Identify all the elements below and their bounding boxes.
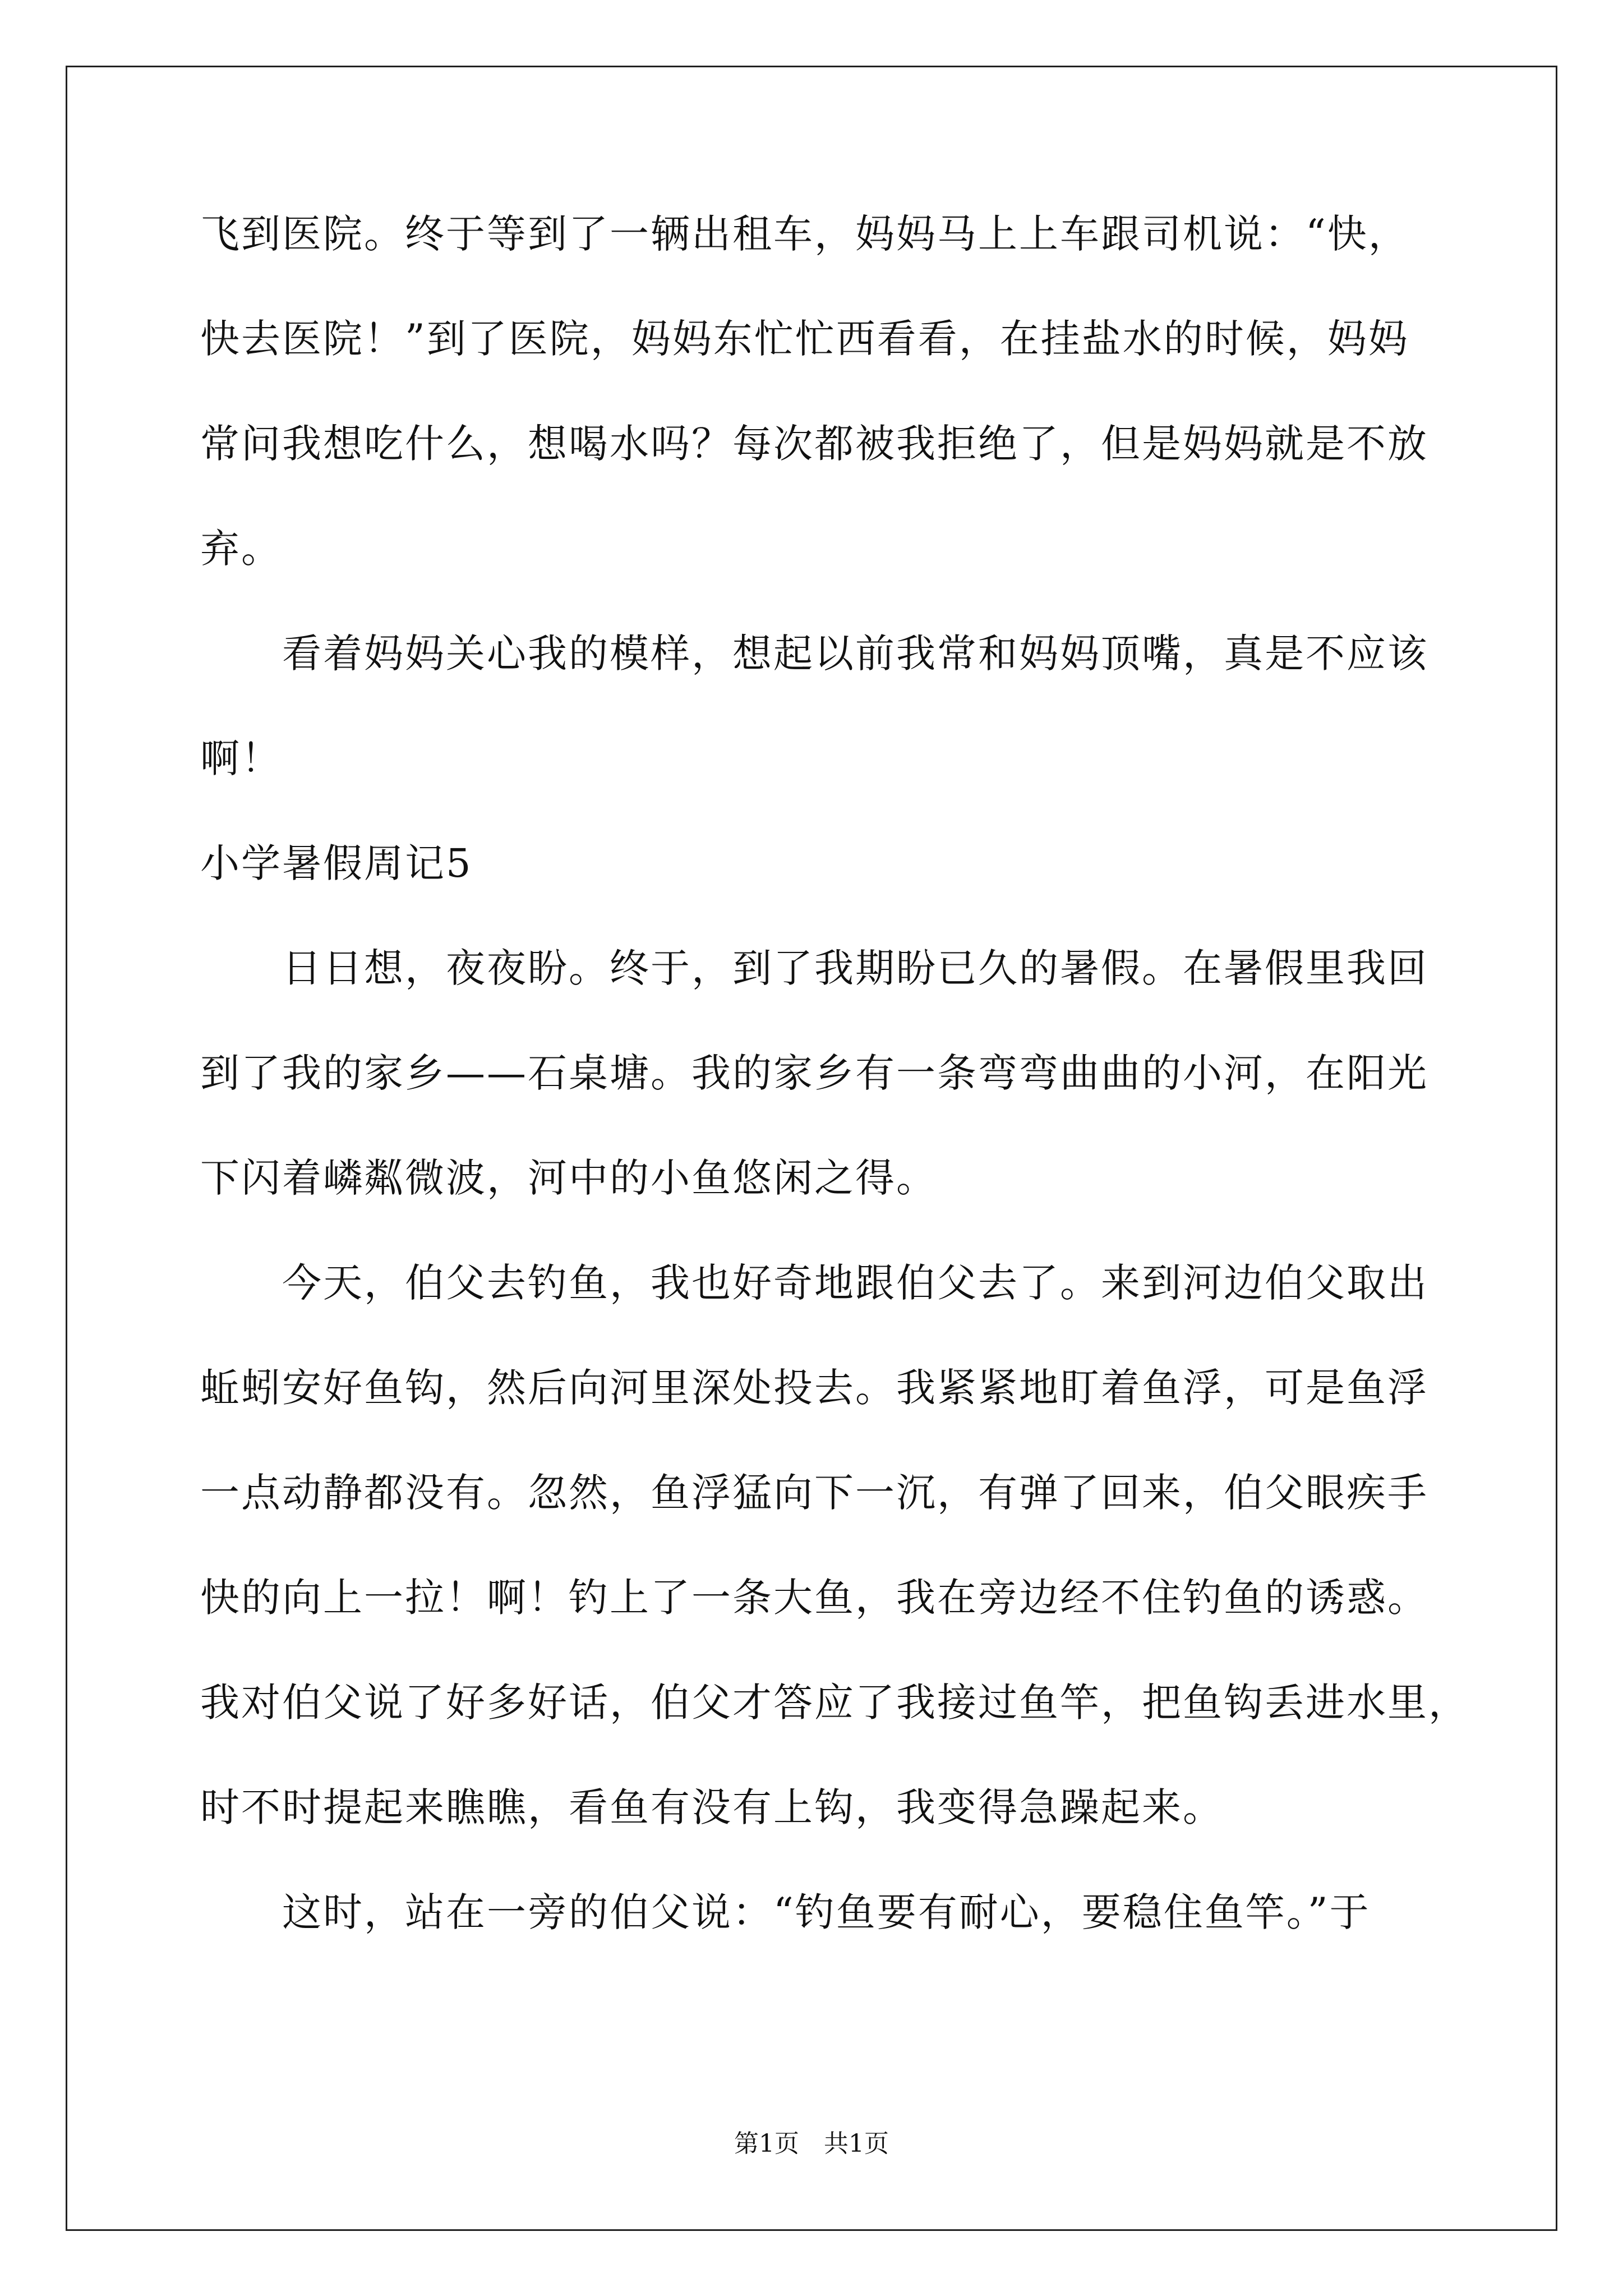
document-body: [200, 211, 1469, 1998]
section-heading: 小学暑假周记5: [200, 840, 473, 886]
text-line: 蚯蚓安好鱼钩，然后向河里深处投去。我紧紧地盯着鱼浮，可是鱼浮: [200, 1365, 1428, 1411]
text-line: 快去医院！”到了医院，妈妈东忙忙西看看，在挂盐水的时候，妈妈: [200, 316, 1409, 362]
page-footer: 第1页 共1页: [734, 2129, 889, 2158]
text-line: 弃。: [200, 526, 282, 572]
text-line: 今天，伯父去钓鱼，我也好奇地跟伯父去了。来到河边伯父取出: [200, 1260, 1428, 1306]
text-line: 一点动静都没有。忽然，鱼浮猛向下一沉，有弹了回来，伯父眼疾手: [200, 1470, 1428, 1516]
text-line: 这时，站在一旁的伯父说：“钓鱼要有耐心，要稳住鱼竿。”于: [200, 1889, 1371, 1935]
text-line: 看着妈妈关心我的模样，想起以前我常和妈妈顶嘴，真是不应该: [200, 631, 1428, 677]
text-line: 下闪着嶙粼微波，河中的小鱼悠闲之得。: [200, 1155, 937, 1201]
text-line: 日日想，夜夜盼。终于，到了我期盼已久的暑假。在暑假里我回: [200, 945, 1428, 991]
text-line: 时不时提起来瞧瞧，看鱼有没有上钩，我变得急躁起来。: [200, 1784, 1224, 1830]
text-line: 到了我的家乡——石桌塘。我的家乡有一条弯弯曲曲的小河，在阳光: [200, 1050, 1428, 1096]
text-line: 飞到医院。终于等到了一辆出租车，妈妈马上上车跟司机说：“快，: [200, 211, 1409, 257]
text-line: 快的向上一拉！啊！钓上了一条大鱼，我在旁边经不住钓鱼的诱惑。: [200, 1575, 1428, 1621]
text-line: 啊！: [200, 735, 282, 781]
text-line: 我对伯父说了好多好话，伯父才答应了我接过鱼竿，把鱼钩丢进水里，: [200, 1680, 1469, 1726]
text-line: 常问我想吃什么，想喝水吗？每次都被我拒绝了，但是妈妈就是不放: [200, 421, 1428, 467]
